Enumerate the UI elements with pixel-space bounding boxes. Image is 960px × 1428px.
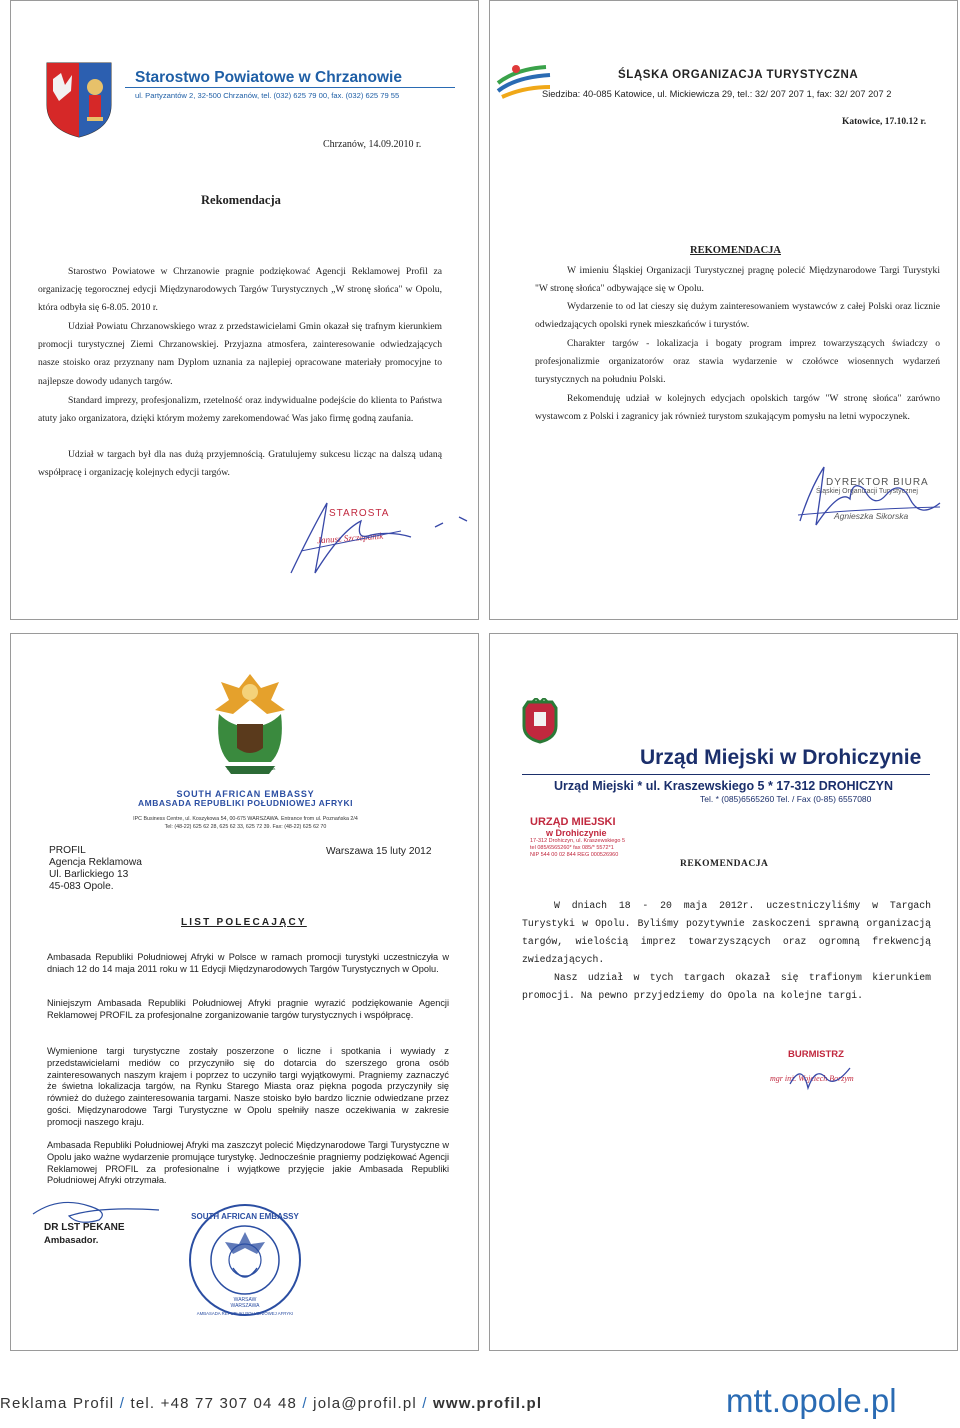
paragraph: W imieniu Śląskiej Organizacji Turystycznej pragnę polecić Międzynarodowe Targi Turystyki "W stronę słońca" odbywające się w Opolu. [535,265,940,295]
paragraph: Wymienione targi turystyczne zostały poszerzone o liczne i spotkania i wywiady z przedstawicielami mediów co przyczyniło się do dotarcia do szerszego grona osób zainteresowanych naszym krajem i poprzez to uczyniło targi wyjątkowymi. Pragniemy zaznaczyć że świetna lokalizacja targów, na Rynku Starego Miasta oraz piękna pogoda przyczyniły się również do dużego zainteresowania targami. Nasze stoisko było bardzo licznie odwiedzane przez gości. Międzynarodowe Targi Turystyczne w Opolu spełniły nasze oczekiwania w zakresie promocji naszego kraju. [47,1046,449,1127]
seal-top-text: SOUTH AFRICAN EMBASSY [191,1212,299,1221]
signer-name: DR LST PEKANE [44,1222,125,1233]
stamp-title: STAROSTA [329,508,390,519]
stamp-name: Agnieszka Sikorska [834,511,909,521]
embassy-address-2: Tel: (48-22) 625 62 28, 625 62 33, 625 72 39. Fax: (48-22) 625 62 70 [164,824,327,830]
org-name: ŚLĄSKA ORGANIZACJA TURYSTYCZNA [618,69,859,81]
header-rule [125,87,455,88]
company-name: Reklama Profil [0,1395,115,1412]
paragraph: Ambasada Republiki Południowej Afryki ma zaszczyt polecić Międzynarodowe Targi Turystyczne w Opolu jako ważne wydarzenie promujące turystykę. Jednocześnie pragniemy podziękować Agencji Reklamowej PROFIL za profesionalne i wyjątkowe przyjęcie jakie Ambasada Republiki Południowej Afryki otrzymała. [47,1140,449,1186]
letter-title: Rekomendacja [201,193,281,207]
drohiczyn-coat-of-arms [522,698,558,744]
recipient-line: 45-083 Opole. [49,881,114,892]
paragraph: Rekomenduję udział w kolejnych edycjach opolskich targów "W stronę słońca" zarówno wystawcom z Polski i zagranicy jak również turystom szukającym pomysłu na letni wypoczynek. [535,393,940,423]
stamp-line: URZĄD MIEJSKI [530,816,616,828]
coat-motto: !KE E: /XARRA //KE [226,766,276,772]
recipient-line: Ul. Barlickiego 13 [49,869,129,880]
email-link[interactable]: jola@profil.pl [313,1395,417,1412]
south-africa-coat-of-arms [209,670,291,778]
stamp-line: w Drohiczynie [546,828,607,838]
org-phone: Tel. * (085)6565260 Tel. / Fax (0-85) 6557080 [700,794,872,804]
paragraph: Standard imprezy, profesjonalizm, rzetelność oraz indywidualne podejście do klienta to Państwa atuty jako organizatora, dzięki którym możemy zarekomendować Was jako firmę godną zaufania. [38,395,442,425]
separator: / [422,1395,428,1412]
embassy-name-en: SOUTH AFRICAN EMBASSY [176,789,315,799]
org-name: Starostwo Powiatowe w Chrzanowie [135,69,402,86]
footer [0,1382,960,1428]
place-date: Chrzanów, 14.09.2010 r. [323,139,422,150]
paragraph: Nasz udział w tych targach okazał się trafionym kierunkiem promocji. Na pewno przyjedziemy do Opola na kolejne targi. [522,972,931,1001]
org-address: Siedziba: 40-085 Katowice, ul. Mickiewicza 29, tel.: 32/ 207 207 1, fax: 32/ 207 207 2 [542,89,892,99]
header-rule [522,774,930,775]
paragraph: W dniach 18 - 20 maja 2012r. uczestniczyliśmy w Targach Turystyki w Opolu. Byliśmy pozytywnie zaskoczeni sprawną organizacją targów, wielością imprez towarzyszących oraz ogromną frekwencją zwiedzających. [522,900,931,965]
letter-title: LIST POLECAJĄCY [181,917,307,928]
stamp-title: BURMISTRZ [788,1049,844,1060]
letter-starostwo-chrzanow [10,0,479,620]
paragraph: Ambasada Republiki Południowej Afryki w Polsce w ramach promocji turystyki uczestniczyła w dniach 12 do 14 maja 2011 roku w 11 Edycji Międzynarodowych Targów Turystycznych w Opolu. [47,952,449,974]
footer-contact [0,1395,542,1412]
office-stamp [530,817,625,859]
embassy-address-1: IPC Business Centre, ul. Koszykowa 54, 00-675 WARSZAWA. Entrance from ul. Poznańska 2/4 [133,816,358,822]
seal-city: WARSAW [233,1297,257,1303]
stamp-line: 17-312 Drohiczyn, ul. Kraszewskiego 5 [530,838,626,844]
stamp-title: DYREKTOR BIURA [826,477,929,488]
signer-title: Ambasador. [44,1235,99,1246]
phone-number: tel. +48 77 307 04 48 [130,1395,298,1412]
recipient-address [49,845,142,893]
letter-urzad-drohiczyn [489,633,958,1351]
letter-slaska-organizacja [489,0,958,620]
website-link[interactable]: www.profil.pl [433,1395,543,1412]
paragraph: Starostwo Powiatowe w Chrzanowie pragnie podziękować Agencji Reklamowej Profil za organizację tegorocznej edycji Międzynarodowych Targów Turystycznych „W stronę słońca" w Opolu, która odbyła się 6-8.05. 2010 r. [38,266,442,314]
stamp-line: tel 085/6565260* fax 085/* 5572*1 [530,845,614,851]
signature [790,459,950,531]
separator: / [302,1395,308,1412]
recipient-line: PROFIL [49,845,86,856]
org-address: Urząd Miejski * ul. Kraszewskiego 5 * 17-312 DROHICZYN [554,779,894,793]
stamp-name: mgr inż. Wojciech Borzym [770,1074,854,1083]
embassy-name-pl: AMBASADA REPUBLIKI POŁUDNIOWEJ AFRYKI [138,798,353,808]
stamp-org: Śląskiej Organizacji Turystycznej [816,488,918,495]
place-date: Warszawa 15 luty 2012 [326,846,432,857]
org-name: Urząd Miejski w Drohiczynie [640,746,922,769]
place-date: Katowice, 17.10.12 r. [842,117,927,127]
brand-link[interactable]: mtt.opole.pl [726,1382,897,1419]
paragraph: Niniejszym Ambasada Republiki Południowej Afryki pragnie wyrazić podziękowanie Agencji Reklamowej PROFIL za profesjonalne zorganizowanie targów turystycznych i współpracę. [47,998,449,1020]
paragraph: Wydarzenie to od lat cieszy się dużym zainteresowaniem wystawców z całej Polski oraz licznie odwiedzających opolski rynek mieszkańców i turystów. [535,301,940,331]
recipient-line: Agencja Reklamowa [49,857,142,868]
stamp-line: NIP 544 00 02 844 REG 000526960 [530,852,619,858]
paragraph: Charakter targów - lokalizacja i bogaty program imprez towarzyszących świadczy o profesjonalizmie organizatorów oraz stawia wydarzenie w czołówce wiosennych wydarzeń turystycznych na południu Polski. [535,338,940,386]
separator: / [119,1395,126,1412]
letter-title: REKOMENDACJA [690,245,781,256]
letter-south-african-embassy [10,633,479,1351]
seal-city-pl: WARSZAWA [230,1303,260,1309]
embassy-seal [187,1202,303,1318]
paragraph: Udział w targach był dla nas dużą przyjemnością. Gratulujemy sukcesu licząc na dalszą udaną współpracę i organizację kolejnych edycji targów. [38,449,442,479]
letter-title: REKOMENDACJA [680,859,769,869]
org-address: ul. Partyzantów 2, 32-500 Chrzanów, tel. (032) 625 79 00, fax. (032) 625 79 55 [135,91,400,100]
paragraph: Udział Powiatu Chrzanowskiego wraz z przedstawicielami Gmin okazał się trafnym kierunkiem promocji turystycznej Ziemi Chrzanowskiej. Przyjazna atmosfera, zainteresowanie odwiedzających nasze stoisko oraz przyznany nam Dyplom uznania za najlepiej opracowane materiały promocyjne to najlepsze dowody udanych targów. [38,321,442,387]
stamp-name: Janusz Szczepanik [316,530,384,546]
signature [786,1058,856,1094]
signature [281,491,471,581]
chrzanow-coat-of-arms [45,61,113,139]
seal-bottom-text: AMBASADA REPUBLIKI POŁUDNIOWEJ AFRYKI [196,1311,294,1316]
